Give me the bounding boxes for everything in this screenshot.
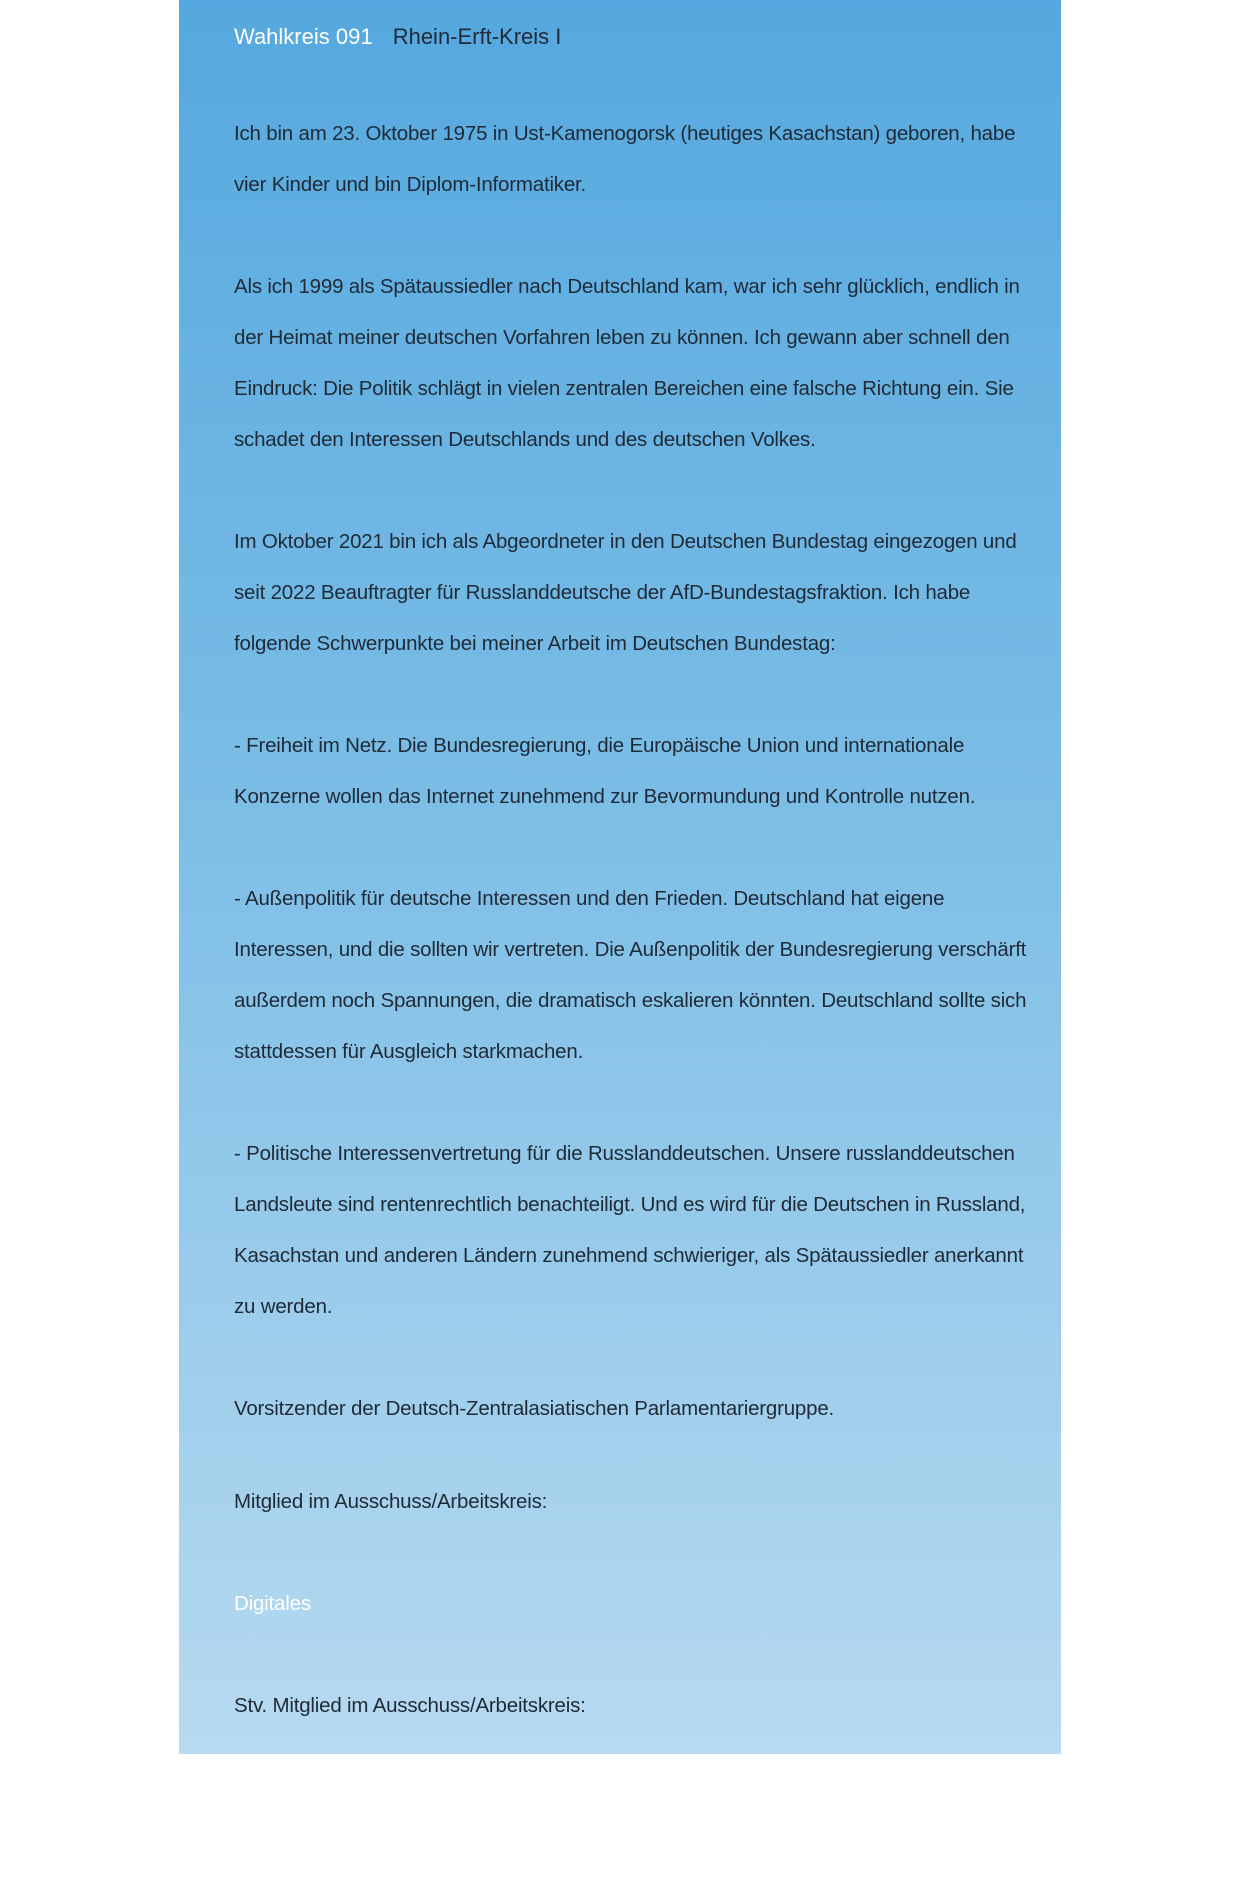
committee-link-aussenpolitik[interactable]: Außenpolitik bbox=[234, 1796, 345, 1819]
bio-paragraph-chair: Vorsitzender der Deutsch-Zentralasiatischen Parlamentariergruppe. bbox=[234, 1397, 835, 1420]
bio-paragraph-focus-foreign-policy: - Außenpolitik für deutsche Interessen und den Frieden. Deutschland hat eigene Interessen, und die sollten wir vertreten. Die Außenpolitik der Bundesregierung verschärft außerdem noch Spannungen, die dramatisch eskalieren könnten. Deutschland sollte sich stattdessen für Ausgleich starkmachen. bbox=[234, 887, 1027, 1063]
bio-paragraph-focus-russian-germans: - Politische Interessenvertretung für die Russlanddeutschen. Unsere russlanddeutschen Landsleute sind rentenrechtlich benachteiligt. Und es wird für die Deutschen in Russland, Kasachstan und anderen Ländern zunehmend schwieriger, als Spätaussiedler anerkannt zu werden. bbox=[234, 1142, 1026, 1318]
wahlkreis-label: Wahlkreis 091 bbox=[234, 24, 373, 49]
bio-paragraph-birth: Ich bin am 23. Oktober 1975 in Ust-Kamenogorsk (heutiges Kasachstan) geboren, habe vier Kinder und bin Diplom-Informatiker. bbox=[234, 122, 1016, 196]
committee-deputy-label: Stv. Mitglied im Ausschuss/Arbeitskreis: bbox=[234, 1694, 586, 1717]
region-label: Rhein-Erft-Kreis I bbox=[392, 24, 562, 49]
committee-member-label: Mitglied im Ausschuss/Arbeitskreis: bbox=[234, 1490, 548, 1513]
bio-paragraph-arrival: Als ich 1999 als Spätaussiedler nach Deutschland kam, war ich sehr glücklich, endlich in der Heimat meiner deutschen Vorfahren leben zu können. Ich gewann aber schnell den Eindruck: Die Politik schlägt in vielen zentralen Bereichen eine falsche Richtung ein. Sie schadet den Interessen Deutschlands und des deutschen Volkes. bbox=[234, 275, 1020, 451]
bio-paragraph-focus-internet: - Freiheit im Netz. Die Bundesregierung, die Europäische Union und internationale Konzerne wollen das Internet zunehmend zur Bevormundung und Kontrolle nutzen. bbox=[234, 734, 976, 808]
profile-panel bbox=[179, 0, 1061, 1819]
constituency-header bbox=[234, 20, 561, 54]
bio-paragraph-bundestag: Im Oktober 2021 bin ich als Abgeordneter in den Deutschen Bundestag eingezogen und seit 2022 Beauftragter für Russlanddeutsche der AfD-Bundestagsfraktion. Ich habe folgende Schwerpunkte bei meiner Arbeit im Deutschen Bundestag: bbox=[234, 530, 1017, 655]
biography bbox=[234, 108, 1034, 1884]
committee-link-digitales[interactable]: Digitales bbox=[234, 1592, 311, 1615]
